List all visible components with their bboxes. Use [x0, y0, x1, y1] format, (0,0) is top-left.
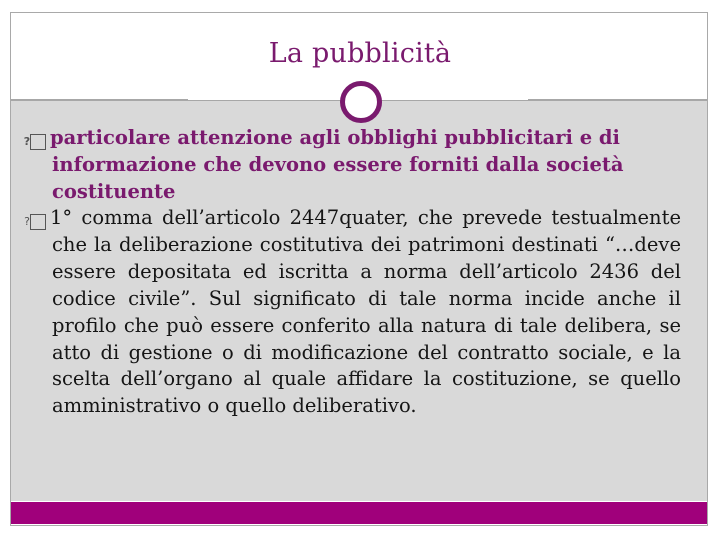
bottom-accent-bar	[11, 502, 707, 524]
circle-ornament-icon	[340, 81, 382, 123]
bullet-text-2: 1° comma dell’articolo 2447quater, che prevede testualmente che la deliberazione costitutiva dei patrimoni destinati “…deve essere depositata ed iscritta a norma dell’articolo 2436 del codice civile”. Sul significato di tale norma incide anche il profilo che può essere conferito alla natura di tale delibera, se atto di gestione o di modificazione del contratto sociale, e la scelta dell’organo al quale affidare la costituzione, se quello amministrativo o quello deliberativo.	[50, 206, 681, 418]
bullet-paragraph-2	[24, 205, 681, 420]
box-bullet-icon: ?	[30, 134, 46, 150]
slide-title: La pubblicità	[268, 38, 452, 69]
bullet-text-1: particolare attenzione agli obblighi pubblicitari e di informazione che devono essere forniti dalla società costituente	[50, 126, 624, 203]
bullet-paragraph-1	[23, 124, 681, 205]
box-bullet-icon: ?	[30, 214, 46, 230]
slide-body	[23, 124, 681, 420]
